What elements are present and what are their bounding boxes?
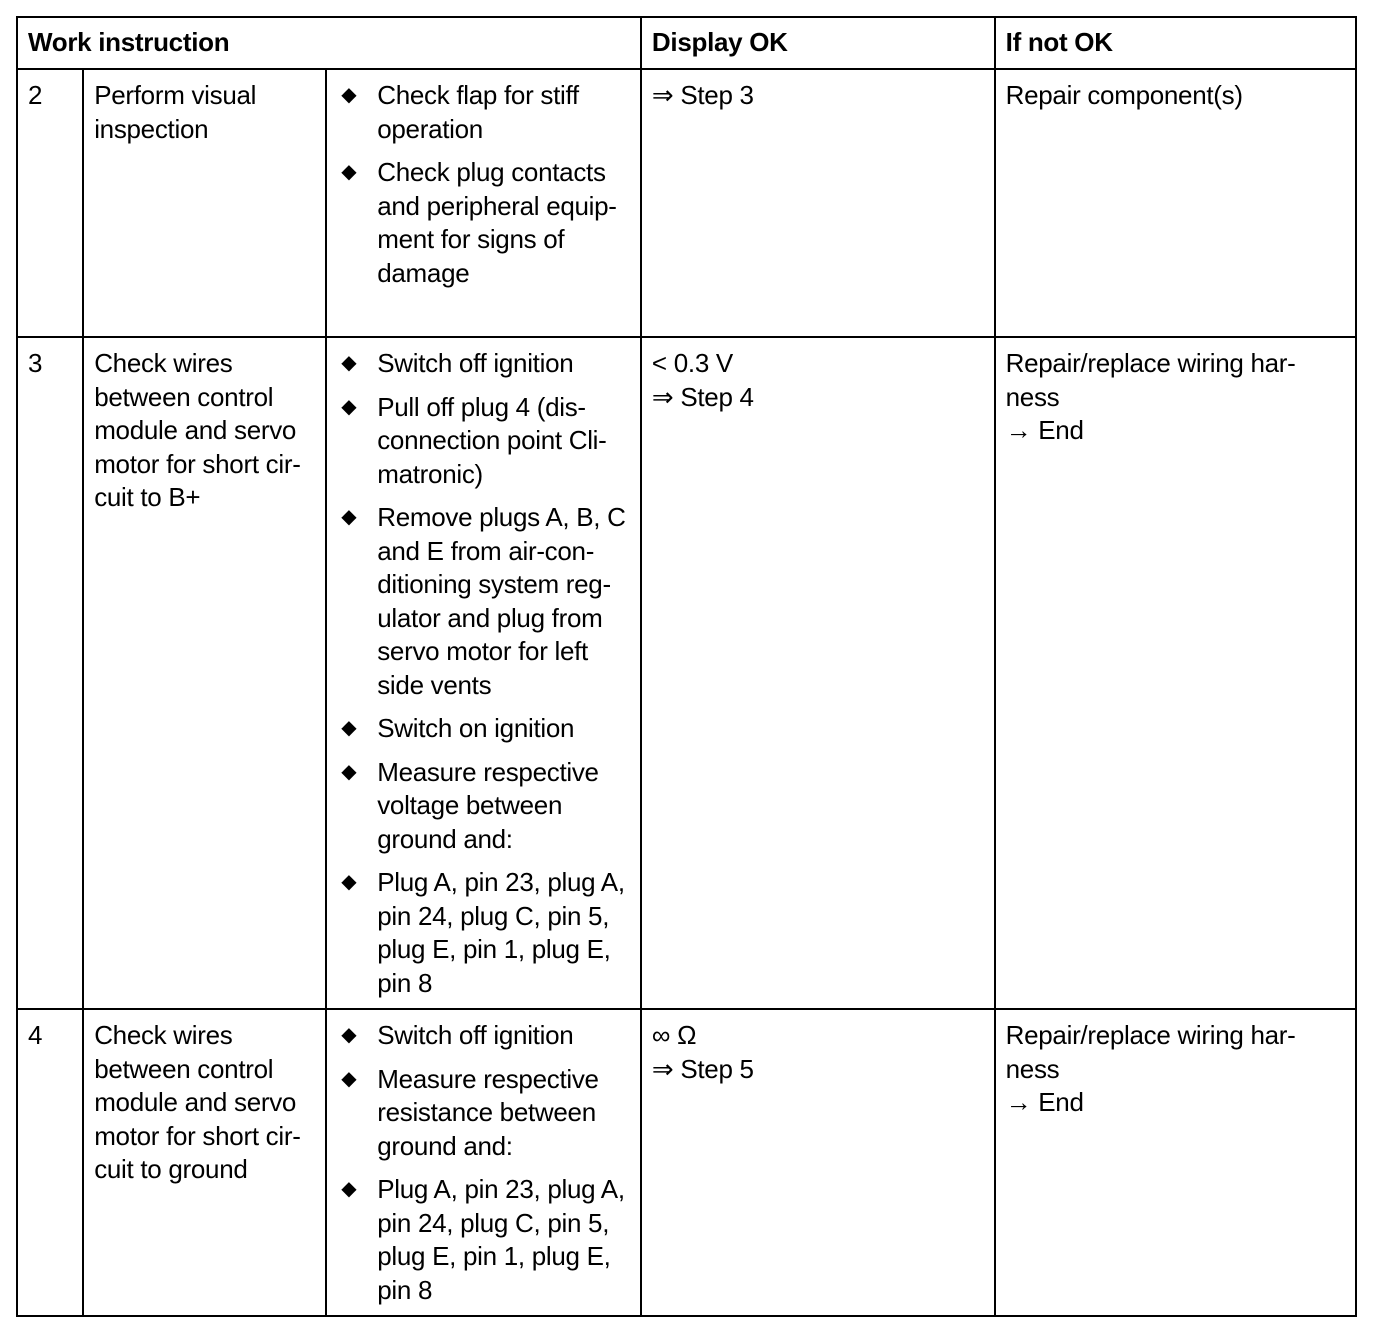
if-not-ok-action: Repair/replace wiring har-ness: [1005, 1020, 1296, 1084]
if-not-ok-result: → End: [1005, 1087, 1084, 1117]
display-ok-cell: [641, 1009, 995, 1316]
list-item: ◆ Plug A, pin 23, plug A, pin 24, plug C, pin 5, plug E, pin 1, plug E, pin 8: [341, 867, 625, 998]
diamond-bullet-icon: ◆: [341, 871, 357, 893]
list-item: ◆ Plug A, pin 23, plug A, pin 24, plug C, pin 5, plug E, pin 1, plug E, pin 8: [341, 1174, 625, 1305]
if-not-ok-result: → End: [1005, 415, 1084, 445]
diamond-bullet-icon: ◆: [341, 352, 357, 374]
list-item: ◆ Measure respective resistance between ground and:: [341, 1063, 599, 1161]
header-work-instruction: Work instruction: [17, 17, 641, 69]
diamond-bullet-icon: ◆: [341, 760, 357, 783]
step-actions: [326, 337, 641, 1009]
list-item: ◆ Switch off ignition: [337, 347, 630, 381]
step-number: 4: [17, 1009, 83, 1316]
step-description: Check wires between control module and servo motor for short cir-cuit to ground: [83, 1009, 326, 1316]
diamond-bullet-icon: ◆: [341, 506, 357, 528]
diamond-bullet-icon: ◆: [341, 395, 357, 418]
display-ok-cell: [641, 337, 995, 1009]
header-display-ok: Display OK: [641, 17, 995, 69]
work-instruction-table: [16, 16, 1357, 1317]
step-number: 2: [17, 69, 83, 337]
if-not-ok-cell: [995, 1009, 1356, 1316]
step-description: Check wires between control module and servo motor for short cir-cuit to B+: [83, 337, 326, 1009]
display-ok-result: ⇒ Step 3: [651, 80, 754, 110]
if-not-ok-action: Repair/replace wiring har-ness: [1005, 348, 1296, 412]
if-not-ok-cell: [995, 337, 1356, 1009]
diamond-bullet-icon: ◆: [341, 717, 357, 739]
if-not-ok-cell: [995, 69, 1356, 337]
display-ok-result: ⇒ Step 5: [651, 1053, 754, 1084]
list-item: ◆ Measure respective voltage between ground and:: [341, 756, 599, 854]
step-number: 3: [17, 337, 83, 1009]
step-actions: [326, 1009, 641, 1316]
diamond-bullet-icon: ◆: [341, 1024, 357, 1046]
header-if-not-ok: If not OK: [995, 17, 1356, 69]
table-row: [17, 337, 1356, 1009]
table-row: [17, 69, 1356, 337]
display-ok-threshold: < 0.3 V: [651, 348, 733, 378]
header-row: [17, 17, 1356, 69]
if-not-ok-action: Repair component(s): [1005, 80, 1243, 110]
display-ok-result: ⇒ Step 4: [651, 381, 754, 412]
diamond-bullet-icon: ◆: [341, 1067, 357, 1090]
list-item: ◆ Remove plugs A, B, C and E from air-con-ditioning system reg-ulator and plug from servo motor for left side vents: [341, 502, 626, 700]
list-item: ◆ Check flap for stiff operation: [341, 80, 579, 144]
display-ok-threshold: ∞ Ω: [651, 1020, 697, 1050]
diamond-bullet-icon: ◆: [341, 1178, 357, 1200]
diamond-bullet-icon: ◆: [341, 84, 357, 106]
list-item: ◆ Check plug contacts and peripheral equip-ment for signs of damage: [341, 157, 617, 288]
list-item: ◆ Switch on ignition: [337, 712, 630, 746]
diamond-bullet-icon: ◆: [341, 161, 357, 183]
list-item: ◆ Pull off plug 4 (dis-connection point Cli-matronic): [341, 391, 607, 489]
step-actions: [326, 69, 641, 337]
display-ok-cell: [641, 69, 995, 337]
table-row: [17, 1009, 1356, 1316]
list-item: ◆ Switch off ignition: [337, 1019, 630, 1053]
step-description: Perform visual inspection: [83, 69, 326, 337]
